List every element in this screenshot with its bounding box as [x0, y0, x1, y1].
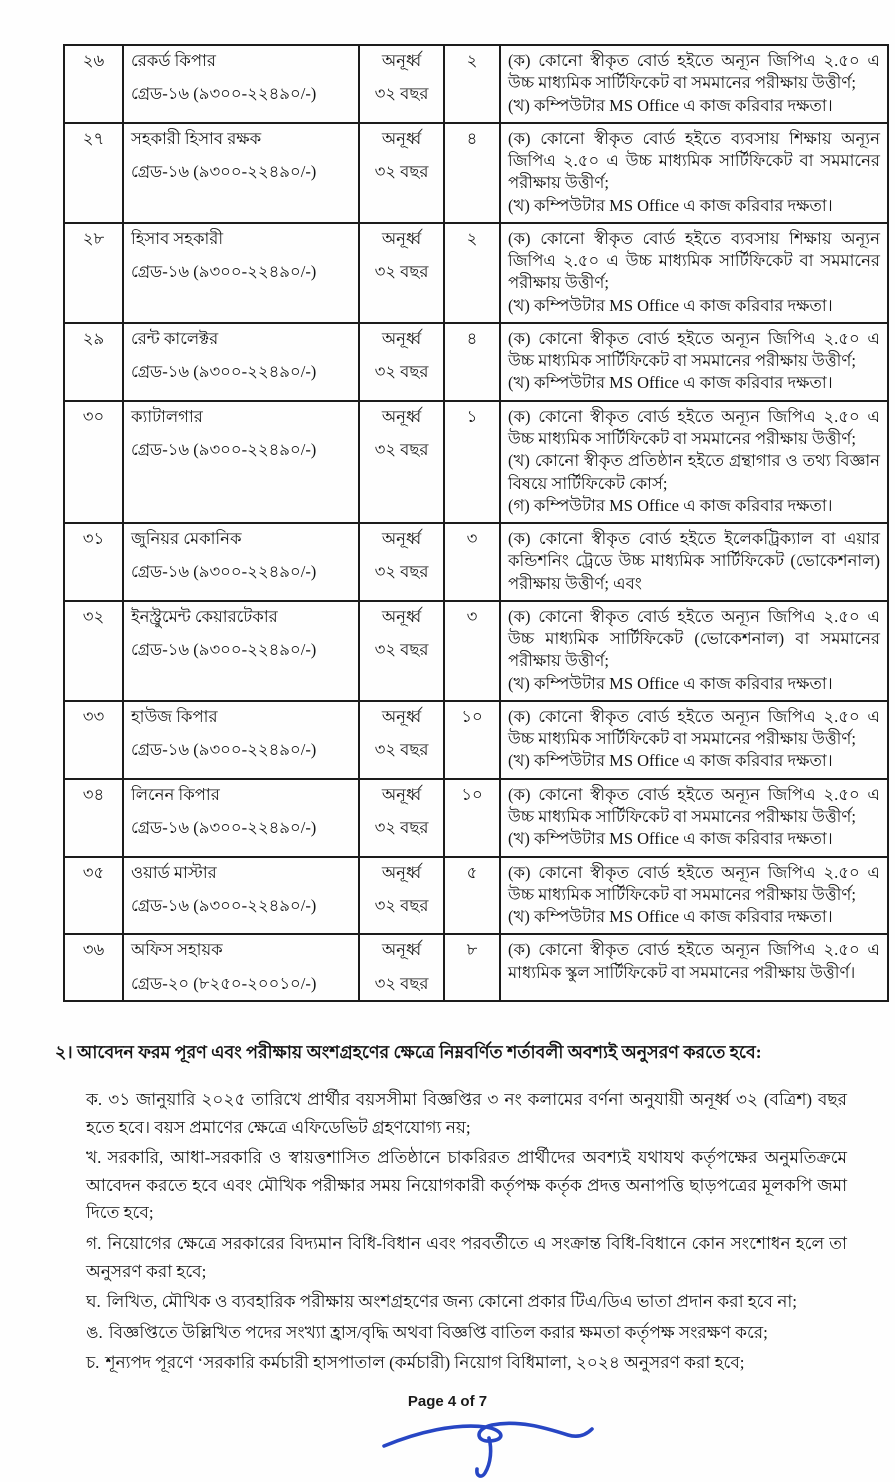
- qualification-line: (খ) কম্পিউটার MS Office এ কাজ করিবার দক্ষতা।: [508, 195, 833, 215]
- qualification-line: (খ) কম্পিউটার MS Office এ কাজ করিবার দক্ষতা।: [508, 295, 833, 315]
- post-cell: [123, 401, 359, 523]
- positions-table: [63, 44, 889, 1002]
- post-name: জুনিয়র মেকানিক: [131, 529, 242, 549]
- age-cell: [359, 223, 444, 323]
- table-row: [64, 601, 888, 701]
- vacancy-count-cell: ৮: [444, 934, 500, 1001]
- signature-icon: [378, 1412, 608, 1482]
- condition-text: ৩১ জানুয়ারি ২০২৫ তারিখে প্রার্থীর বয়সসীমা বিজ্ঞপ্তির ৩ নং কলামের বর্ণনা অনুযায়ী অনূর্ধ্ব ৩২ (বত্রিশ) বছর হতে হবে। বয়স প্রমাণের ক্ষেত্রে এফিডেভিট গ্রহণযোগ্য নয়;: [86, 1090, 847, 1137]
- qualification-line: (ক) কোনো স্বীকৃত বোর্ড হইতে অন্যূন জিপিএ ২.৫০ এ উচ্চ মাধ্যমিক সার্টিফিকেট বা সমমানের পরীক্ষায় উত্তীর্ণ;: [508, 328, 880, 371]
- post-name: রেন্ট কালেক্টর: [131, 328, 219, 348]
- table-row: [64, 779, 888, 857]
- age-cell: [359, 523, 444, 601]
- post-grade: গ্রেড-১৬ (৯৩০০-২২৪৯০/-): [131, 162, 317, 182]
- serial-cell: ৩৬: [64, 934, 123, 1001]
- vacancy-count-cell: ১০: [444, 701, 500, 779]
- qualification-line: (ক) কোনো স্বীকৃত বোর্ড হইতে অন্যূন জিপিএ ২.৫০ এ উচ্চ মাধ্যমিক সার্টিফিকেট বা সমমানের পরীক্ষায় উত্তীর্ণ;: [508, 862, 880, 904]
- qualification-cell: [500, 123, 888, 223]
- vacancy-count-cell: ৩: [444, 523, 500, 601]
- age-limit-line1: অনূর্ধ্ব: [381, 606, 422, 626]
- post-cell: [123, 934, 359, 1001]
- qualification-line: (ক) কোনো স্বীকৃত বোর্ড হইতে অন্যূন জিপিএ ২.৫০ এ উচ্চ মাধ্যমিক সার্টিফিকেট বা সমমানের পরীক্ষায় উত্তীর্ণ;: [508, 706, 880, 749]
- age-limit-line1: অনূর্ধ্ব: [381, 706, 422, 726]
- post-grade: গ্রেড-১৬ (৯৩০০-২২৪৯০/-): [131, 817, 317, 837]
- table-row: [64, 934, 888, 1001]
- qualification-line: (খ) কোনো স্বীকৃত প্রতিষ্ঠান হইতে গ্রন্থাগার ও তথ্য বিজ্ঞান বিষয়ে সার্টিফিকেট কোর্স;: [508, 451, 880, 493]
- post-grade: গ্রেড-১৬ (৯৩০০-২২৪৯০/-): [131, 362, 317, 382]
- post-grade: গ্রেড-২০ (৮২৫০-২০০১০/-): [131, 973, 317, 993]
- age-limit-line1: অনূর্ধ্ব: [381, 328, 422, 348]
- serial-cell: ২৭: [64, 123, 123, 223]
- qualification-cell: [500, 779, 888, 857]
- qualification-cell: [500, 701, 888, 779]
- age-limit-line1: অনূর্ধ্ব: [381, 940, 422, 960]
- qualification-cell: [500, 223, 888, 323]
- age-limit-line2: ৩২ বছর: [374, 362, 429, 382]
- age-limit-line2: ৩২ বছর: [374, 562, 429, 582]
- post-name: হিসাব সহকারী: [131, 228, 224, 248]
- vacancy-count-cell: ২: [444, 45, 500, 123]
- qualification-line: (খ) কম্পিউটার MS Office এ কাজ করিবার দক্ষতা।: [508, 907, 833, 927]
- condition-item: [86, 1349, 847, 1377]
- post-name: ইনস্ট্রুমেন্ট কেয়ারটেকার: [131, 606, 278, 626]
- positions-table-body: [64, 45, 888, 1001]
- post-grade: গ্রেড-১৬ (৯৩০০-২২৪৯০/-): [131, 84, 317, 104]
- signature: [288, 1412, 608, 1482]
- age-limit-line1: অনূর্ধ্ব: [381, 51, 422, 70]
- qualification-cell: [500, 934, 888, 1001]
- serial-cell: ৩৩: [64, 701, 123, 779]
- age-limit-line1: অনূর্ধ্ব: [381, 784, 422, 804]
- post-cell: [123, 857, 359, 935]
- qualification-line: (ক) কোনো স্বীকৃত বোর্ড হইতে অন্যূন জিপিএ ২.৫০ এ উচ্চ মাধ্যমিক সার্টিফিকেট বা সমমানের পরীক্ষায় উত্তীর্ণ;: [508, 406, 880, 448]
- age-limit-line1: অনূর্ধ্ব: [381, 862, 422, 882]
- age-limit-line1: অনূর্ধ্ব: [381, 406, 422, 426]
- qualification-line: (গ) কম্পিউটার MS Office এ কাজ করিবার দক্ষতা।: [508, 495, 833, 515]
- condition-item: [86, 1144, 847, 1227]
- age-limit-line2: ৩২ বছর: [374, 439, 429, 459]
- condition-text: লিখিত, মৌখিক ও ব্যবহারিক পরীক্ষায় অংশগ্রহণের জন্য কোনো প্রকার টিএ/ডিএ ভাতা প্রদান করা হবে না;: [106, 1292, 798, 1312]
- age-limit-line2: ৩২ বছর: [374, 262, 429, 282]
- post-name: ওয়ার্ড মাস্টার: [131, 862, 217, 882]
- age-limit-line1: অনূর্ধ্ব: [381, 529, 422, 549]
- age-limit-line2: ৩২ বছর: [374, 817, 429, 837]
- table-row: [64, 323, 888, 401]
- post-cell: [123, 601, 359, 701]
- qualification-line: (খ) কম্পিউটার MS Office এ কাজ করিবার দক্ষতা।: [508, 829, 833, 849]
- qualification-line: (ক) কোনো স্বীকৃত বোর্ড হইতে অন্যূন জিপিএ ২.৫০ এ উচ্চ মাধ্যমিক সার্টিফিকেট বা সমমানের পরীক্ষায় উত্তীর্ণ;: [508, 51, 880, 93]
- age-limit-line2: ৩২ বছর: [374, 640, 429, 660]
- serial-cell: ২৮: [64, 223, 123, 323]
- post-grade: গ্রেড-১৬ (৯৩০০-২২৪৯০/-): [131, 740, 317, 760]
- age-limit-line2: ৩২ বছর: [374, 84, 429, 104]
- vacancy-count-cell: ৪: [444, 123, 500, 223]
- post-cell: [123, 523, 359, 601]
- qualification-line: (ক) কোনো স্বীকৃত বোর্ড হইতে অন্যূন জিপিএ ২.৫০ এ উচ্চ মাধ্যমিক সার্টিফিকেট বা সমমানের পরীক্ষায় উত্তীর্ণ;: [508, 784, 880, 826]
- condition-label: চ.: [86, 1353, 100, 1373]
- serial-cell: ৩০: [64, 401, 123, 523]
- conditions-list: [86, 1086, 847, 1376]
- serial-cell: ৩৫: [64, 857, 123, 935]
- condition-item: [86, 1230, 847, 1285]
- age-cell: [359, 123, 444, 223]
- age-cell: [359, 323, 444, 401]
- age-cell: [359, 701, 444, 779]
- post-cell: [123, 779, 359, 857]
- age-limit-line1: অনূর্ধ্ব: [381, 128, 422, 148]
- condition-item: [86, 1288, 847, 1316]
- qualification-line: (ক) কোনো স্বীকৃত বোর্ড হইতে অন্যূন জিপিএ ২.৫০ এ মাধ্যমিক স্কুল সার্টিফিকেট বা সমমানের পরীক্ষায় উত্তীর্ণ।: [508, 940, 880, 982]
- age-limit-line2: ৩২ বছর: [374, 162, 429, 182]
- condition-text: শূন্যপদ পূরণে ‘সরকারি কর্মচারী হাসপাতাল (কর্মচারী) নিয়োগ বিধিমালা, ২০২৪ অনুসরণ করা হবে;: [105, 1353, 745, 1373]
- age-cell: [359, 45, 444, 123]
- condition-text: বিজ্ঞপ্তিতে উল্লিখিত পদের সংখ্যা হ্রাস/বৃদ্ধি অথবা বিজ্ঞপ্তি বাতিল করার ক্ষমতা কর্তৃপক্ষ সংরক্ষণ করে;: [108, 1322, 768, 1342]
- vacancy-count-cell: ৫: [444, 857, 500, 935]
- qualification-line: (ক) কোনো স্বীকৃত বোর্ড হইতে ব্যবসায় শিক্ষায় অন্যূন জিপিএ ২.৫০ এ উচ্চ মাধ্যমিক সার্টিফিকেট বা সমমানের পরীক্ষায় উত্তীর্ণ;: [508, 228, 880, 293]
- qualification-line: (খ) কম্পিউটার MS Office এ কাজ করিবার দক্ষতা।: [508, 751, 833, 771]
- post-grade: গ্রেড-১৬ (৯৩০০-২২৪৯০/-): [131, 562, 317, 582]
- table-row: [64, 401, 888, 523]
- condition-label: ঙ.: [86, 1322, 103, 1342]
- age-limit-line2: ৩২ বছর: [374, 895, 429, 915]
- qualification-line: (ক) কোনো স্বীকৃত বোর্ড হইতে ইলেকট্রিক্যাল বা এয়ার কন্ডিশনিং ট্রেডে উচ্চ মাধ্যমিক সার্টিফিকেট (ভোকেশনাল) পরীক্ষায় উত্তীর্ণ; এবং: [508, 529, 880, 593]
- post-name: অফিস সহায়ক: [131, 940, 223, 960]
- age-cell: [359, 401, 444, 523]
- qualification-line: (খ) কম্পিউটার MS Office এ কাজ করিবার দক্ষতা।: [508, 95, 833, 115]
- condition-label: গ.: [86, 1233, 102, 1253]
- serial-cell: ৩২: [64, 601, 123, 701]
- table-row: [64, 123, 888, 223]
- qualification-cell: [500, 857, 888, 935]
- age-cell: [359, 857, 444, 935]
- serial-cell: ২৬: [64, 45, 123, 123]
- post-cell: [123, 123, 359, 223]
- condition-label: ক.: [86, 1090, 103, 1110]
- serial-cell: ৩১: [64, 523, 123, 601]
- condition-label: খ.: [86, 1148, 102, 1168]
- table-row: [64, 45, 888, 123]
- condition-text: নিয়োগের ক্ষেত্রে সরকারের বিদ্যমান বিধি-বিধান এবং পরবর্তীতে এ সংক্রান্ত বিধি-বিধানে কোন সংশোধন হলে তা অনুসরণ করা হবে;: [86, 1233, 847, 1281]
- vacancy-count-cell: ১০: [444, 779, 500, 857]
- vacancy-count-cell: ২: [444, 223, 500, 323]
- post-name: হাউজ কিপার: [131, 706, 218, 726]
- post-name: ক্যাটালগার: [131, 406, 203, 426]
- qualification-cell: [500, 601, 888, 701]
- post-cell: [123, 45, 359, 123]
- table-row: [64, 223, 888, 323]
- vacancy-count-cell: ১: [444, 401, 500, 523]
- condition-text: সরকারি, আধা-সরকারি ও স্বায়ত্তশাসিত প্রতিষ্ঠানে চাকরিরত প্রার্থীদের অবশ্যই যথাযথ কর্তৃপক্ষের অনুমতিক্রমে আবেদন করতে হবে এবং মৌখিক পরীক্ষার সময় নিয়োগকারী কর্তৃপক্ষ কর্তৃক প্রদত্ত অনাপত্তি ছাড়পত্রের মূলকপি জমা দিতে হবে;: [86, 1148, 847, 1223]
- age-cell: [359, 934, 444, 1001]
- qualification-line: (ক) কোনো স্বীকৃত বোর্ড হইতে অন্যূন জিপিএ ২.৫০ এ উচ্চ মাধ্যমিক সার্টিফিকেট (ভোকেশনাল) বা সমমানের পরীক্ষায় উত্তীর্ণ;: [508, 606, 880, 671]
- qualification-line: (খ) কম্পিউটার MS Office এ কাজ করিবার দক্ষতা।: [508, 673, 833, 693]
- post-grade: গ্রেড-১৬ (৯৩০০-২২৪৯০/-): [131, 640, 317, 660]
- post-cell: [123, 323, 359, 401]
- table-row: [64, 701, 888, 779]
- page-number: Page 4 of 7: [407, 1392, 488, 1410]
- age-cell: [359, 601, 444, 701]
- age-cell: [359, 779, 444, 857]
- post-cell: [123, 223, 359, 323]
- post-name: রেকর্ড কিপার: [131, 51, 216, 70]
- qualification-line: (ক) কোনো স্বীকৃত বোর্ড হইতে ব্যবসায় শিক্ষায় অন্যূন জিপিএ ২.৫০ এ উচ্চ মাধ্যমিক সার্টিফিকেট বা সমমানের পরীক্ষায় উত্তীর্ণ;: [508, 128, 880, 193]
- qualification-cell: [500, 401, 888, 523]
- vacancy-count-cell: ৪: [444, 323, 500, 401]
- qualification-cell: [500, 523, 888, 601]
- serial-cell: ২৯: [64, 323, 123, 401]
- age-limit-line1: অনূর্ধ্ব: [381, 228, 422, 248]
- age-limit-line2: ৩২ বছর: [374, 740, 429, 760]
- post-grade: গ্রেড-১৬ (৯৩০০-২২৪৯০/-): [131, 895, 317, 915]
- table-row: [64, 523, 888, 601]
- table-row: [64, 857, 888, 935]
- condition-label: ঘ.: [86, 1292, 101, 1312]
- serial-cell: ৩৪: [64, 779, 123, 857]
- post-name: লিনেন কিপার: [131, 784, 220, 804]
- vacancy-count-cell: ৩: [444, 601, 500, 701]
- condition-item: [86, 1319, 847, 1347]
- qualification-cell: [500, 45, 888, 123]
- conditions-heading: ২। আবেদন ফরম পূরণ এবং পরীক্ষায় অংশগ্রহণের ক্ষেত্রে নিম্নবর্ণিত শর্তাবলী অবশ্যই অনুসরণ করতে হবে:: [55, 1041, 762, 1062]
- condition-item: [86, 1086, 847, 1141]
- age-limit-line2: ৩২ বছর: [374, 973, 429, 993]
- qualification-cell: [500, 323, 888, 401]
- post-grade: গ্রেড-১৬ (৯৩০০-২২৪৯০/-): [131, 262, 317, 282]
- post-cell: [123, 701, 359, 779]
- post-name: সহকারী হিসাব রক্ষক: [131, 128, 262, 148]
- qualification-line: (খ) কম্পিউটার MS Office এ কাজ করিবার দক্ষতা।: [508, 373, 833, 393]
- post-grade: গ্রেড-১৬ (৯৩০০-২২৪৯০/-): [131, 439, 317, 459]
